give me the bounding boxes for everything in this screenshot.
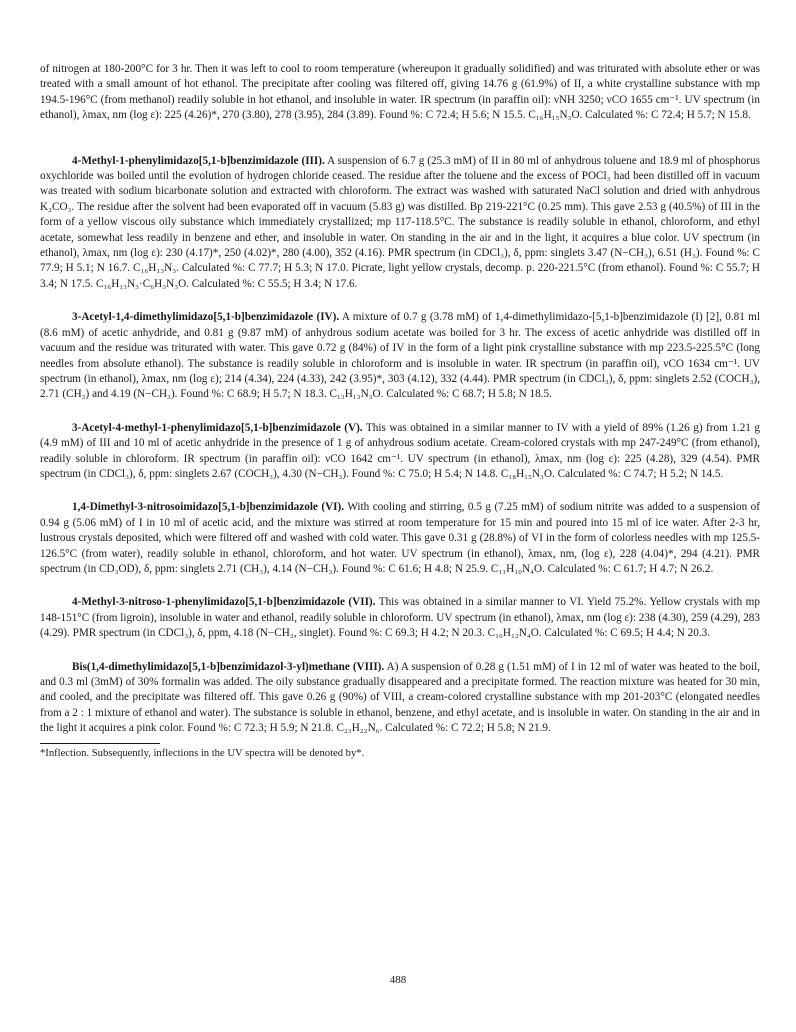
- paragraph-text: of nitrogen at 180-200°C for 3 hr. Then it was left to cool to room temperature (whereupon it gradually solidified) and was triturated with absolute ether or was treated with a small amount of hot ethanol. The precipitate after cooling was filtered off, giving 14.76 g (61.9%) of II, a white crystalline substance with mp 194.5-196°C (from methanol) readily soluble in hot ethanol, and insoluble in water. IR spectrum (in paraffin oil): νNH 3250; νCO 1655 cm⁻¹. UV spectrum (in ethanol), λmax, nm (log ε): 225 (4.26)*, 270 (3.80), 278 (3.95), 284 (3.89). Found %: C 72.4; H 5.6; N 15.5. C₁₆H₁₅N₃O. Calculated %: C 72.4; H 5.7; N 15.8.: [40, 63, 760, 122]
- paragraph-compound-iv: [40, 310, 760, 402]
- paragraph-text: This was obtained in a similar manner to VI. Yield 75.2%. Yellow crystals with mp 148-151°C (from ligroin), insoluble in water and ethanol, readily soluble in chloroform. UV spectrum (in ethanol), λmax, nm (log ε): 238 (4.30), 259 (4.29), 283 (4.29). PMR spectrum (in CDCl₃), δ, ppm, 4.18 (N−CH₃, singlet). Found %: C 69.3; H 4.2; N 20.3. C₁₆H₁₂N₄O. Calculated %: C 69.5; H 4.4; N 20.3.: [40, 596, 760, 640]
- paragraph-text: A suspension of 6.7 g (25.3 mM) of II in 80 ml of anhydrous toluene and 18.9 ml of phosphorus oxychloride was boiled until the evolution of hydrogen chloride ceased. The residue after the toluene and the excess of POCl₃ had been distilled off in vacuum was treated with sodium bicarbonate solution and extracted with chloroform. The extract was washed with saturated NaCl solution and dried with anhydrous K₂CO₃. The residue after the solvent had been evaporated off in vacuum (5.83 g) was distilled. Bp 219-221°C (0.25 mm). This gave 2.53 g (40.5%) of III in the form of a yellow viscous oily substance which immediately crystallized; mp 117-118.5°C. The substance is readily soluble in ethanol, chloroform, and ethyl acetate, somewhat less readily in benzene and ether, and insoluble in water. On standing in the air and in the light, it acquires a blue color. UV spectrum (in ethanol), λmax, nm (log ε): 230 (4.17)*, 250 (4.02)*, 280 (4.00), 352 (4.16). PMR spectrum (in CDCl₃), δ, ppm: singlets 3.47 (N−CH₃), 6.51 (H₃). Found %: C 77.9; H 5.1; N 16.7. C₁₆H₁₃N₃. Calculated %: C 77.7; H 5.3; N 17.0. Picrate, light yellow crystals, decomp. p. 220-221.5°C (from ethanol). Found %: C 55.7; H 3.4; N 17.5. C₁₆H₁₃N₃·C₆H₃N₃O. Calculated %: C 55.5; H 3.4; N 17.6.: [40, 154, 760, 290]
- paragraph-text: A) A suspension of 0.28 g (1.51 mM) of I in 12 ml of water was heated to the boil, and 0.3 ml (3mM) of 30% formalin was added. The oily substance gradually disappeared and a precipitate formed. The reaction mixture was heated for 30 min, and cooled, and the precipitate was filtered off. This gave 0.26 g (90%) of VIII, a cream-colored crystalline substance with mp 201-203°C (elongated needles from a 2 : 1 mixture of ethanol and water). The substance is soluble in ethanol, benzene, and ethyl acetate, and is insoluble in water. On standing in the air and in the light it acquires a pink color. Found %: C 72.3; H 5.9; N 21.8. C₂₃H₂₂N₆. Calculated %: C 72.2; H 5.8; N 21.9.: [40, 660, 760, 735]
- paragraph-compound-viii: [40, 660, 760, 737]
- paragraph-compound-iii: [40, 154, 760, 293]
- compound-title: 4-Methyl-1-phenylimidazo[5,1-b]benzimidazole (III).: [72, 154, 325, 167]
- compound-title: 3-Acetyl-4-methyl-1-phenylimidazo[5,1-b]benzimidazole (V).: [72, 421, 363, 434]
- paragraph-text: A mixture of 0.7 g (3.78 mM) of 1,4-dimethylimidazo-[5,1-b]benzimidazole (I) [2], 0.81 ml (8.6 mM) of acetic anhydride, and 0.81 g (9.87 mM) of anhydrous sodium acetate was boiled for 3 hr. The excess of acetic anhydride was distilled off in vacuum and the residue was triturated with water. This gave 0.72 g (84%) of IV in the form of a light pink crystalline substance with mp 223.5-225.5°C (long needles from absolute ethanol). The substance is readily soluble in chloroform and is insoluble in water. IR spectrum (in paraffin oil), νCO 1634 cm⁻¹. UV spectrum (in ethanol), λmax, nm (log ε); 214 (4.34), 224 (4.33), 242 (3.95)*, 303 (4.12), 332 (4.44). PMR spectrum (in CDCl₃), δ, ppm: singlets 2.52 (COCH₃), 2.71 (CH₃) and 4.19 (N−CH₃). Found %: C 68.9; H 5.7; N 18.3. C₁₃H₁₃N₃O. Calculated %: C 68.7; H 5.8; N 18.5.: [40, 311, 760, 401]
- footnote-divider: [40, 743, 160, 744]
- paragraph-compound-vi: [40, 500, 760, 577]
- paragraph-text: With cooling and stirring, 0.5 g (7.25 mM) of sodium nitrite was added to a suspension of 0.94 g (5.06 mM) of I in 10 ml of acetic acid, and the mixture was stirred at room temperature for 15 min and poured into 15 ml of ice water. After 2-3 hr, lustrous crystals deposited, which were filtered off and washed with cold water. This gave 0.31 g (28.8%) of VI in the form of colorless needles with mp 125.5-126.5°C (from water), readily soluble in ethanol, chloroform, and hot water. UV spectrum (in ethanol), λmax, nm, (log ε), 228 (4.04)*, 294 (4.21). PMR spectrum (in CD₃OD), δ, ppm: singlets 2.71 (CH₃), 4.14 (N−CH₃). Found %: C 61.6; H 4.8; N 25.9. C₁₁H₁₀N₄O. Calculated %: C 61.7; H 4.7; N 26.2.: [40, 501, 760, 575]
- compound-title: 1,4-Dimethyl-3-nitrosoimidazo[5,1-b]benzimidazole (VI).: [72, 501, 345, 514]
- compound-title: 3-Acetyl-1,4-dimethylimidazo[5,1-b]benzimidazole (IV).: [72, 311, 340, 324]
- paragraph-text: This was obtained in a similar manner to IV with a yield of 89% (1.26 g) from 1.21 g (4.9 mM) of III and 10 ml of acetic anhydride in the presence of 1 g of anhydrous sodium acetate. Cream-colored crystals with mp 247-249°C (from ethanol), readily soluble in chloroform. IR spectrum (in paraffin oil): νCO 1642 cm⁻¹. UV spectrum (in ethanol), λmax, nm (log ε): 225 (4.28), 329 (4.54). PMR spectrum (in CDCl₃), δ, ppm: singlets 2.67 (COCH₃), 4.30 (N−CH₃). Found %: C 75.0; H 5.4; N 14.8. C₁₈H₁₅N₃O. Calculated %: C 74.7; H 5.2; N 14.5.: [40, 421, 760, 480]
- compound-title: Bis(1,4-dimethylimidazo[5,1-b]benzimidazol-3-yl)methane (VIII).: [72, 660, 385, 673]
- paragraph-compound-v: [40, 421, 760, 483]
- footnote: *Inflection. Subsequently, inflections in the UV spectra will be denoted by*.: [40, 747, 365, 759]
- paragraph-continuation: [40, 62, 760, 124]
- compound-title: 4-Methyl-3-nitroso-1-phenylimidazo[5,1-b]benzimidazole (VII).: [72, 596, 376, 609]
- page-body: [40, 62, 760, 761]
- paragraph-compound-vii: [40, 595, 760, 641]
- page-number: 488: [389, 974, 407, 986]
